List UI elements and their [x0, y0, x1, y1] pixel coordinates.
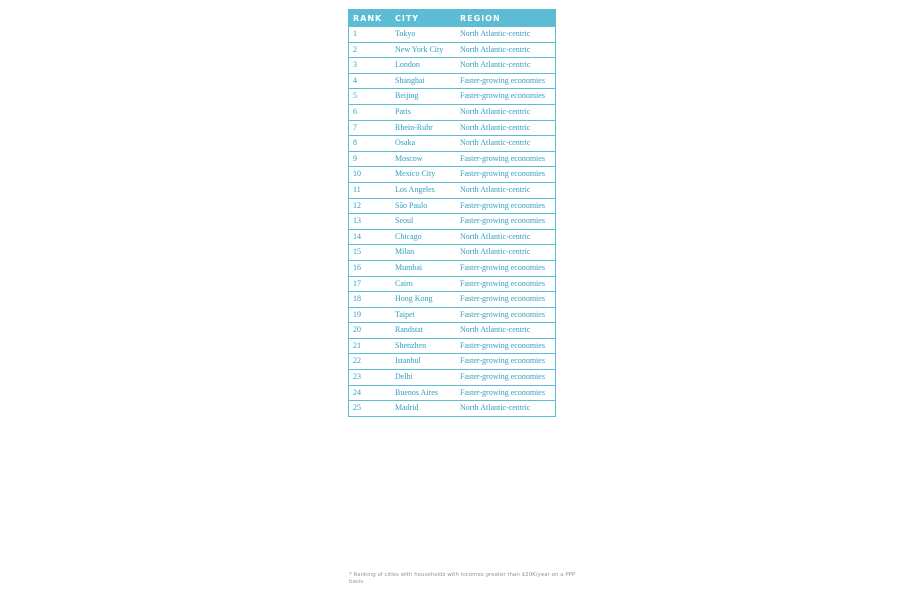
- city-cell: New York City: [395, 44, 444, 54]
- rank-cell: 7: [353, 122, 357, 132]
- city-ranking-table: [348, 9, 556, 417]
- rank-cell: 21: [353, 340, 361, 350]
- rank-cell: 24: [353, 387, 361, 397]
- header-city: CITY: [395, 13, 420, 23]
- region-cell: Faster-growing economies: [460, 200, 545, 210]
- table-row: [349, 57, 555, 73]
- region-cell: Faster-growing economies: [460, 294, 545, 304]
- table-row: [349, 26, 555, 42]
- city-cell: Hong Kong: [395, 294, 433, 304]
- city-cell: Beijing: [395, 91, 419, 101]
- table-row: [349, 135, 555, 151]
- rank-cell: 25: [353, 403, 361, 413]
- region-cell: North Atlantic-centric: [460, 29, 531, 38]
- table-row: [349, 229, 555, 245]
- rank-cell: 9: [353, 153, 357, 163]
- table-row: [349, 213, 555, 229]
- city-cell: Los Angeles: [395, 184, 435, 194]
- rank-cell: 2: [353, 44, 357, 54]
- region-cell: North Atlantic-centric: [460, 231, 531, 241]
- city-cell: Mexico City: [395, 169, 436, 179]
- table-row: [349, 291, 555, 307]
- city-cell: São Paulo: [395, 200, 428, 210]
- rank-cell: 15: [353, 247, 361, 257]
- region-cell: Faster-growing economies: [460, 372, 545, 382]
- region-cell: North Atlantic-centric: [460, 403, 531, 413]
- rank-cell: 11: [353, 184, 361, 194]
- table-row: [349, 104, 555, 120]
- table-row: [349, 276, 555, 292]
- table-row: [349, 73, 555, 89]
- city-cell: Buenos Aires: [395, 387, 438, 397]
- table-row: [349, 369, 555, 385]
- region-cell: Faster-growing economies: [460, 340, 545, 350]
- region-cell: Faster-growing economies: [460, 216, 545, 226]
- rank-cell: 23: [353, 372, 361, 382]
- city-cell: Delhi: [395, 372, 413, 382]
- region-cell: North Atlantic-centric: [460, 106, 531, 116]
- region-cell: Faster-growing economies: [460, 278, 545, 288]
- rank-cell: 19: [353, 309, 361, 319]
- city-cell: Paris: [395, 106, 411, 116]
- footnote: * Ranking of cities with households with incomes greater than $20K/year on a PPP basis.: [349, 572, 576, 585]
- table-row: [349, 400, 555, 416]
- rank-cell: 20: [353, 325, 361, 335]
- region-cell: Faster-growing economies: [460, 387, 545, 397]
- rank-cell: 22: [353, 356, 361, 366]
- rank-cell: 13: [353, 216, 361, 226]
- region-cell: North Atlantic-centric: [460, 44, 531, 54]
- table-row: [349, 42, 555, 58]
- city-cell: Istanbul: [395, 356, 421, 366]
- region-cell: North Atlantic-centric: [460, 138, 531, 148]
- rank-cell: 5: [353, 91, 357, 101]
- city-cell: Tokyo: [395, 29, 416, 38]
- region-cell: Faster-growing economies: [460, 75, 545, 85]
- rank-cell: 16: [353, 262, 361, 272]
- city-cell: Taipei: [395, 309, 415, 319]
- city-cell: London: [395, 60, 420, 70]
- rank-cell: 12: [353, 200, 361, 210]
- city-cell: Shanghai: [395, 75, 425, 85]
- table-row: [349, 307, 555, 323]
- city-cell: Randstat: [395, 325, 423, 335]
- table-row: [349, 353, 555, 369]
- city-cell: Moscow: [395, 153, 423, 163]
- city-cell: Rhein-Ruhr: [395, 122, 433, 132]
- city-cell: Osaka: [395, 138, 415, 148]
- table-row: [349, 322, 555, 338]
- region-cell: North Atlantic-centric: [460, 60, 531, 70]
- region-cell: North Atlantic-centric: [460, 247, 531, 257]
- rank-cell: 6: [353, 106, 357, 116]
- region-cell: Faster-growing economies: [460, 91, 545, 101]
- region-cell: Faster-growing economies: [460, 169, 545, 179]
- table-row: [349, 244, 555, 260]
- region-cell: North Atlantic-centric: [460, 184, 531, 194]
- region-cell: North Atlantic-centric: [460, 325, 531, 335]
- table-row: [349, 88, 555, 104]
- city-cell: Madrid: [395, 403, 419, 413]
- table-row: [349, 120, 555, 136]
- city-cell: Seoul: [395, 216, 414, 226]
- region-cell: Faster-growing economies: [460, 153, 545, 163]
- city-cell: Shenzhen: [395, 340, 427, 350]
- rank-cell: 10: [353, 169, 361, 179]
- rank-cell: 14: [353, 231, 361, 241]
- table-row: [349, 338, 555, 354]
- region-cell: Faster-growing economies: [460, 356, 545, 366]
- city-cell: Cairo: [395, 278, 413, 288]
- rank-cell: 17: [353, 278, 361, 288]
- city-cell: Chicago: [395, 231, 422, 241]
- header-region: REGION: [460, 13, 501, 23]
- table-row: [349, 182, 555, 198]
- table-row: [349, 198, 555, 214]
- city-cell: Mumbai: [395, 262, 423, 272]
- table-body: [349, 26, 555, 416]
- rank-cell: 4: [353, 75, 357, 85]
- region-cell: North Atlantic-centric: [460, 122, 531, 132]
- rank-cell: 1: [353, 29, 357, 38]
- rank-cell: 18: [353, 294, 361, 304]
- table-row: [349, 385, 555, 401]
- city-cell: Milan: [395, 247, 415, 257]
- rank-cell: 8: [353, 138, 357, 148]
- header-rank: RANK: [353, 13, 383, 23]
- table-row: [349, 151, 555, 167]
- region-cell: Faster-growing economies: [460, 309, 545, 319]
- region-cell: Faster-growing economies: [460, 262, 545, 272]
- table-row: [349, 166, 555, 182]
- table-header: [349, 10, 555, 26]
- table-row: [349, 260, 555, 276]
- rank-cell: 3: [353, 60, 357, 70]
